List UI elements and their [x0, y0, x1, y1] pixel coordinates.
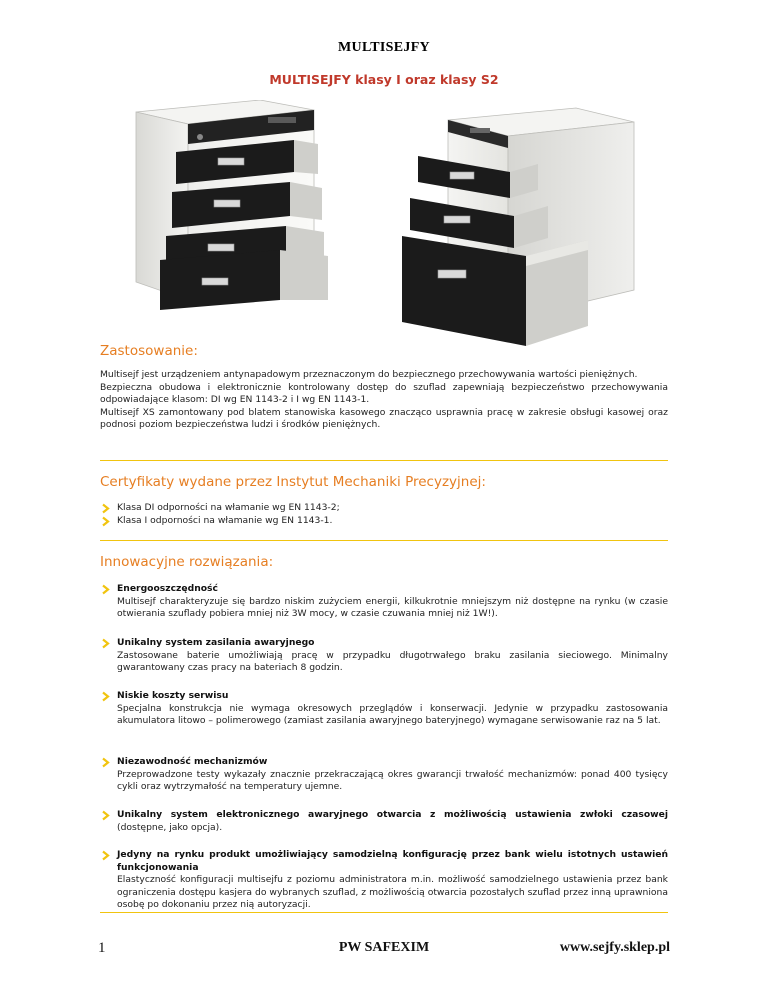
paragraph: Multisejf XS zamontowany pod blatem stanowiska kasowego znacząco usprawnia pracę w zakresie obsługi kasowej oraz podnosi poziom bezpieczeństwa ludzi i środków pieniężnych. — [100, 406, 668, 431]
feature-item-niezawodnosc — [100, 756, 668, 794]
feature-title: Jedyny na rynku produkt umożliwiający samodzielną konfigurację przez bank wielu istotnych ustawień funkcjonowania — [117, 849, 668, 873]
chevron-right-icon — [101, 584, 111, 595]
list-item-text: Klasa DI odporności na włamanie wg EN 1143-2; — [117, 502, 340, 513]
feature-item-awaryjne-otwarcie — [100, 809, 668, 834]
feature-item-zasilanie-awaryjne — [100, 637, 668, 675]
feature-title: Unikalny system elektronicznego awaryjnego otwarcia z możliwością ustawienia zwłoki czasowej — [117, 809, 668, 820]
running-header: MULTISEJFY — [338, 40, 430, 55]
feature-item-koszty-serwisu — [100, 690, 668, 728]
feature-text: Multisejf charakteryzuje się bardzo niskim zużyciem energii, kilkukrotnie mniejszym niż dostępne na rynku (w czasie otwierania szuflady pobiera mniej niż 3W mocy, w czasie czuwania mniej niż 1W!). — [117, 595, 668, 620]
list-item-text: Klasa I odporności na włamanie wg EN 1143-1. — [117, 514, 333, 526]
feature-item-konfiguracja — [100, 849, 668, 912]
section-heading-innowacje: Innowacyjne rozwiązania: — [100, 554, 274, 570]
footer-url[interactable]: www.sejfy.sklep.pl — [559, 940, 670, 955]
divider-rule — [100, 540, 668, 541]
feature-item-energooszczednosc — [100, 583, 668, 621]
chevron-right-icon — [101, 810, 111, 821]
list-item — [100, 515, 668, 528]
certificate-list — [100, 502, 668, 527]
section-heading-certyfikaty: Certyfikaty wydane przez Instytut Mechaniki Precyzyjnej: — [100, 474, 486, 490]
feature-title: Energooszczędność — [117, 583, 218, 594]
divider-rule — [100, 912, 668, 913]
feature-text: Elastyczność konfiguracji multisejfu z poziomu administratora m.in. możliwość samodzielnego ustawienia przez bank ograniczenia dostępu kasjera do wybranych szuflad, z możliwością otwarcia pozostałych szuflad przez inną uprawniona osobę po dokonaniu przez nią autoryzacji. — [117, 874, 668, 911]
paragraph: Bezpieczna obudowa i elektronicznie kontrolowany dostęp do szuflad zapewniają bezpieczeństwo przechowywania odpowiadające klasom: DI wg EN 1143-2 i I wg EN 1143-1. — [100, 381, 668, 406]
product-photos — [118, 100, 673, 350]
chevron-right-icon — [101, 516, 111, 527]
feature-text: Przeprowadzone testy wykazały znacznie przekraczającą okres gwarancji trwałość mechanizmów: ponad 400 tysięcy cykli oraz wytrzymałość na temperatury ujemne. — [117, 768, 668, 793]
zastosowanie-text — [100, 369, 668, 432]
section-heading-zastosowanie: Zastosowanie: — [100, 343, 198, 359]
chevron-right-icon — [101, 850, 111, 861]
multisejf-four-drawer-image — [118, 100, 348, 310]
feature-title: Niezawodność mechanizmów — [117, 756, 268, 767]
list-item — [100, 502, 668, 515]
feature-title: Niskie koszty serwisu — [117, 690, 229, 701]
chevron-right-icon — [101, 638, 111, 649]
footer-company: PW SAFEXIM — [338, 940, 430, 955]
document-title: MULTISEJFY klasy I oraz klasy S2 — [269, 72, 499, 87]
page-footer — [0, 940, 768, 960]
feature-text: Zastosowane baterie umożliwiają pracę w przypadku długotrwałego braku zasilania sieciowego. Minimalny gwarantowany czas pracy na bateriach 8 godzin. — [117, 649, 668, 674]
chevron-right-icon — [101, 503, 111, 514]
paragraph: Multisejf jest urządzeniem antynapadowym przeznaczonym do bezpiecznego przechowywania wartości pieniężnych. — [100, 369, 638, 380]
divider-rule — [100, 460, 668, 461]
multisejf-three-drawer-image — [398, 100, 673, 350]
feature-text: Specjalna konstrukcja nie wymaga okresowych przeglądów i konserwacji. Jedynie w przypadku zastosowania akumulatora litowo – polimerowego (zamiast zasilania awaryjnego bateryjnego) wymagane serwisowanie raz na 5 lat. — [117, 702, 668, 727]
page-number: 1 — [98, 940, 106, 956]
chevron-right-icon — [101, 757, 111, 768]
feature-title: Unikalny system zasilania awaryjnego — [117, 637, 315, 648]
chevron-right-icon — [101, 691, 111, 702]
feature-text: (dostępne, jako opcja). — [117, 821, 223, 833]
